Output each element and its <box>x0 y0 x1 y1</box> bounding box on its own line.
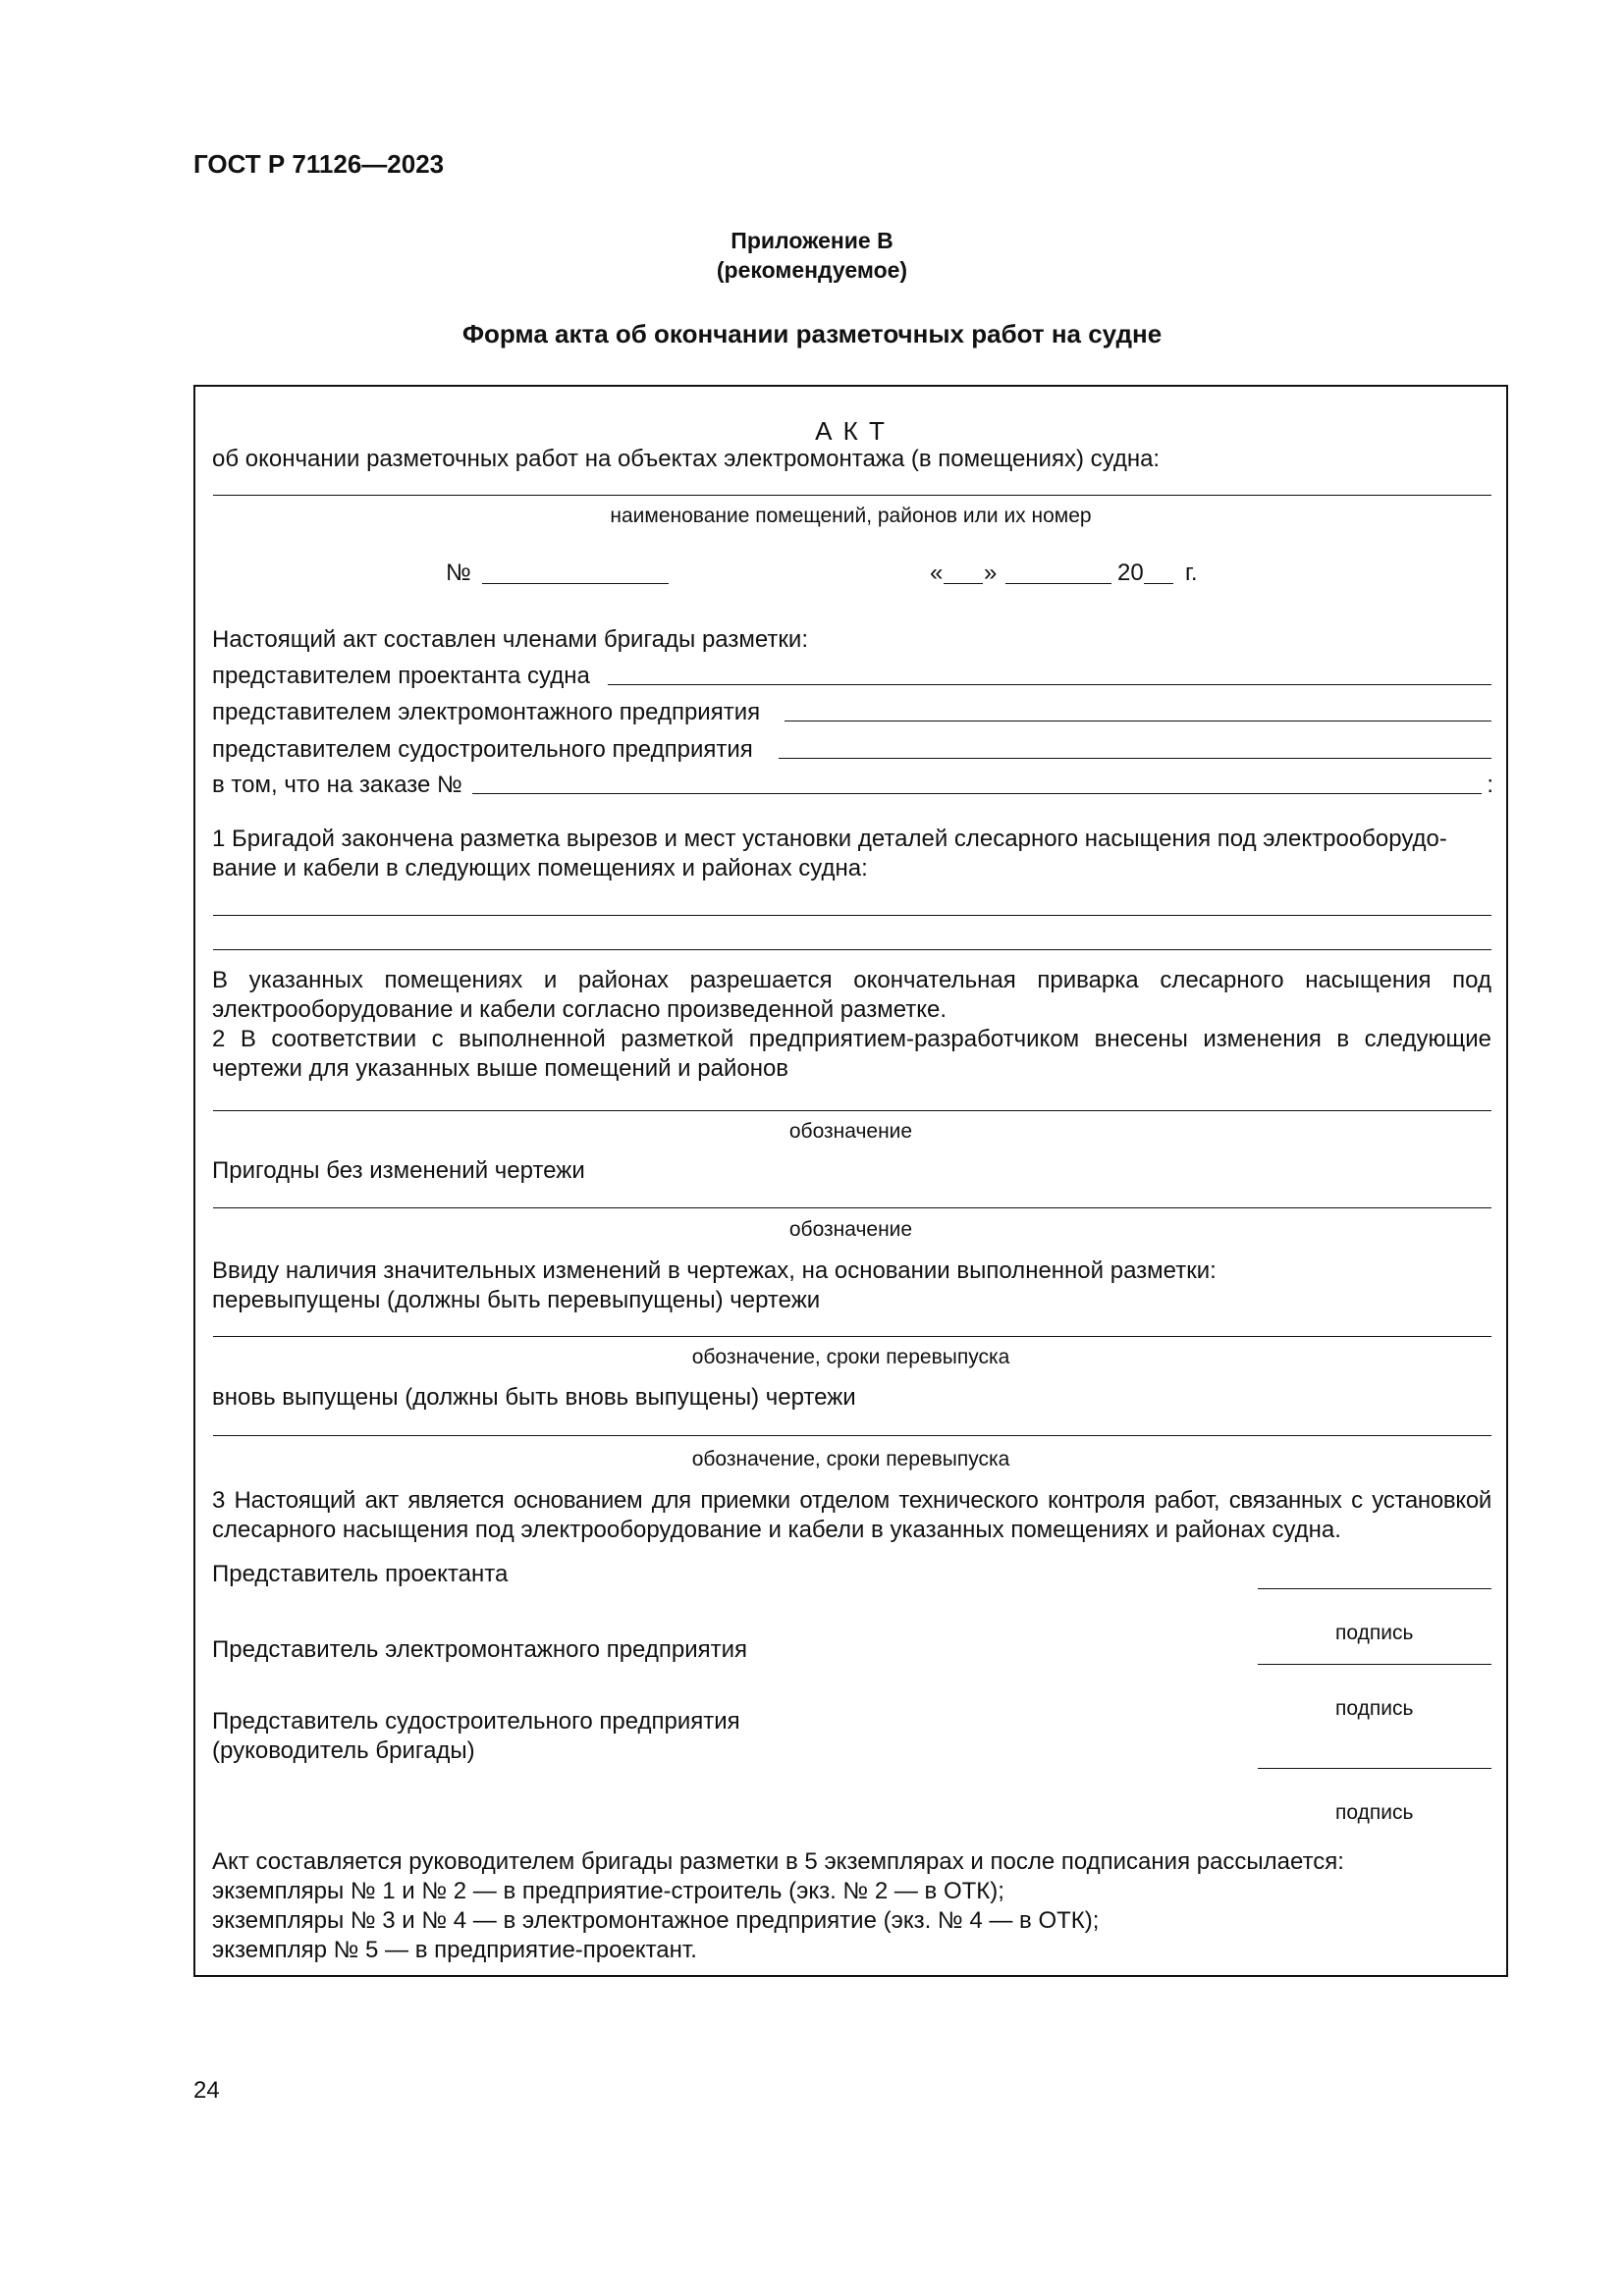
date-day-field[interactable] <box>944 583 983 584</box>
members-intro: Настоящий акт составлен членами бригады разметки: <box>212 626 808 653</box>
act-subtitle: об окончании разметочных работ на объектах электромонтажа (в помещениях) судна: <box>212 446 1161 472</box>
welding-line1: В указанных помещениях и районах разрешается окончательная приварка слесарного насыщения под <box>212 967 1491 993</box>
sig-designer-label: Представитель проектанта <box>212 1561 509 1587</box>
sig-shipyard-label-line1: Представитель судостроительного предприятия <box>212 1708 740 1735</box>
date-year-prefix: 20 <box>1117 560 1144 586</box>
act-form-box <box>193 385 1508 1977</box>
section1-line1: 1 Бригадой закончена разметка вырезов и мест установки деталей слесарного насыщения под электрооборудо- <box>212 826 1447 852</box>
sig-electro-label: Представитель электромонтажного предприятия <box>212 1636 748 1663</box>
sig-shipyard-field[interactable] <box>1258 1768 1491 1769</box>
sig-shipyard-label-line2: (руководитель бригады) <box>212 1737 475 1764</box>
rep-shipyard-label: представителем судостроительного предприятия <box>212 736 753 763</box>
appendix-status: (рекомендуемое) <box>716 257 908 283</box>
section1-line2: вание и кабели в следующих помещениях и районах судна: <box>212 855 868 881</box>
changed-drawings-caption: обозначение <box>788 1120 913 1143</box>
rep-shipyard-field[interactable] <box>779 758 1491 759</box>
standard-header: ГОСТ Р 71126—2023 <box>193 149 445 179</box>
order-label: в том, что на заказе № <box>212 772 462 798</box>
distribution-line1: Акт составляется руководителем бригады разметки в 5 экземплярах и после подписания рассылается: <box>212 1848 1344 1875</box>
distribution-line3: экземпляры № 3 и № 4 — в электромонтажное предприятие (экз. № 4 — в ОТК); <box>212 1907 1100 1934</box>
section3-line1: 3 Настоящий акт является основанием для приемки отделом технического контроля работ, связанных с установкой <box>212 1487 1491 1514</box>
new-drawings-label: вновь выпущены (должны быть вновь выпущены) чертежи <box>212 1384 856 1411</box>
sig-electro-caption: подпись <box>1335 1697 1414 1720</box>
rep-designer-label: представителем проектанта судна <box>212 663 590 689</box>
distribution-line4: экземпляр № 5 — в предприятие-проектант. <box>212 1937 697 1963</box>
new-drawings-caption: обозначение, сроки перевыпуска <box>691 1448 1010 1470</box>
section2-line1: 2 В соответствии с выполненной разметкой предприятием-разработчиком внесены изменения в следующие <box>212 1026 1491 1052</box>
form-title: Форма акта об окончании разметочных работ на судне <box>461 319 1163 348</box>
date-close-quote: » <box>984 560 998 586</box>
changed-drawings-line[interactable] <box>213 1110 1491 1111</box>
premises-caption: наименование помещений, районов или их номер <box>610 505 1092 527</box>
sig-designer-caption: подпись <box>1335 1622 1414 1644</box>
order-colon: : <box>1487 772 1493 798</box>
act-title: А К Т <box>815 416 887 446</box>
section1-answer-line-1[interactable] <box>213 915 1491 916</box>
act-number-label: № <box>446 560 471 586</box>
sig-shipyard-caption: подпись <box>1335 1801 1414 1824</box>
significant-changes-line2: перевыпущены (должны быть перевыпущены) чертежи <box>212 1287 821 1313</box>
unchanged-drawings-label: Пригодны без изменений чертежи <box>212 1157 585 1184</box>
sig-designer-field[interactable] <box>1258 1588 1491 1589</box>
act-number-field[interactable] <box>482 583 669 584</box>
rep-electro-label: представителем электромонтажного предприятия <box>212 699 761 725</box>
reissued-drawings-caption: обозначение, сроки перевыпуска <box>691 1346 1010 1368</box>
date-year-field[interactable] <box>1144 583 1173 584</box>
date-month-field[interactable] <box>1005 583 1111 584</box>
page-number: 24 <box>193 2077 220 2104</box>
significant-changes-line1: Ввиду наличия значительных изменений в чертежах, на основании выполненной разметки: <box>212 1257 1217 1284</box>
unchanged-drawings-caption: обозначение <box>788 1218 913 1241</box>
distribution-line2: экземпляры № 1 и № 2 — в предприятие-строитель (экз. № 2 — в ОТК); <box>212 1878 1004 1904</box>
premises-line <box>213 495 1491 496</box>
rep-designer-field[interactable] <box>608 684 1491 685</box>
new-drawings-line[interactable] <box>213 1435 1491 1436</box>
section3-line2: слесарного насыщения под электрооборудование и кабели в указанных помещениях и районах судна. <box>212 1517 1341 1543</box>
appendix-title: Приложение В <box>731 228 893 253</box>
sig-electro-field[interactable] <box>1258 1664 1491 1665</box>
section2-line2: чертежи для указанных выше помещений и районов <box>212 1055 789 1082</box>
unchanged-drawings-line[interactable] <box>213 1207 1491 1208</box>
section1-answer-line-2[interactable] <box>213 949 1491 950</box>
date-open-quote: « <box>930 560 944 586</box>
order-number-field[interactable] <box>472 793 1482 794</box>
welding-line2: электрооборудование и кабели согласно произведенной разметке. <box>212 996 947 1023</box>
reissued-drawings-line[interactable] <box>213 1336 1491 1337</box>
date-year-suffix: г. <box>1185 560 1198 586</box>
